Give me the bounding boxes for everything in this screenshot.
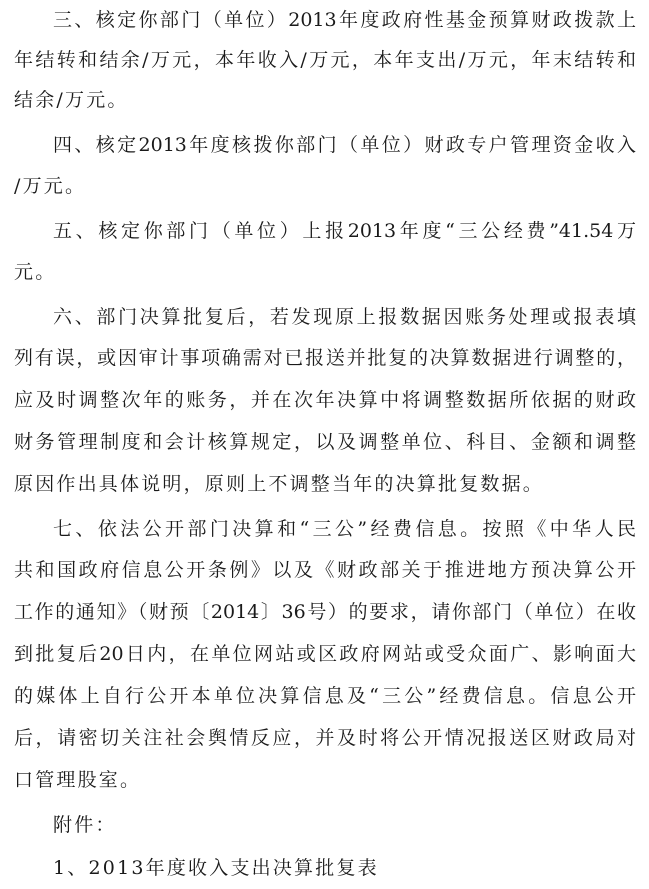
text-line: 元。: [14, 261, 57, 283]
text-line: 六、部门决算批复后，若发现原上报数据因账务处理或报表填: [53, 306, 636, 328]
text-line: 到批复后20日内，在单位网站或区政府网站或受众面广、影响面大: [14, 643, 636, 665]
text-line: 原因作出具体说明，原则上不调整当年的决算批复数据。: [14, 473, 545, 495]
text-line: 结余/万元。: [14, 89, 129, 111]
text-line: 四、核定2013年度核拨你部门（单位）财政专户管理资金收入: [53, 134, 636, 156]
text-line: 的媒体上自行公开本单位决算信息及“三公”经费信息。信息公开: [14, 685, 636, 707]
text-line: 应及时调整次年的账务，并在次年决算中将调整数据所依据的财政: [14, 389, 636, 411]
text-line: 后，请密切关注社会舆情反应，并及时将公开情况报送区财政局对: [14, 727, 636, 749]
text-line: 财务管理制度和会计核算规定，以及调整单位、科目、金额和调整: [14, 431, 636, 453]
text-line: 年结转和结余/万元，本年收入/万元，本年支出/万元，年末结转和: [14, 49, 636, 71]
text-line: 共和国政府信息公开条例》以及《财政部关于推进地方预决算公开: [14, 559, 636, 581]
text-line: 口管理股室。: [14, 769, 142, 791]
text-line: 三、核定你部门（单位）2013年度政府性基金预算财政拨款上: [53, 9, 636, 31]
attachments-label: 附件：: [53, 814, 117, 836]
text-line: 五、核定你部门（单位）上报2013年度“三公经费”41.54万: [53, 220, 636, 242]
text-line: 列有误，或因审计事项确需对已报送并批复的决算数据进行调整的，: [14, 347, 636, 369]
attachment-item: 1、2013年度收入支出决算批复表: [53, 857, 379, 879]
text-line: 工作的通知》（财预〔2014〕36号）的要求，请你部门（单位）在收: [14, 601, 636, 623]
text-line: /万元。: [14, 175, 87, 197]
text-line: 七、依法公开部门决算和“三公”经费信息。按照《中华人民: [53, 518, 636, 540]
